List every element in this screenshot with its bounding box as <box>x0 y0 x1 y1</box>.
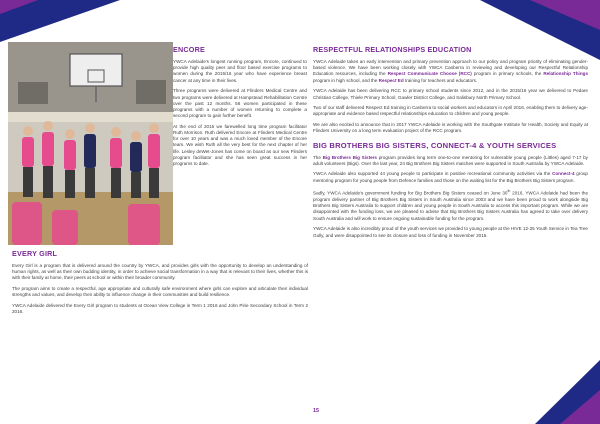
every-girl-paragraph-1: Every Girl is a program that is delivered around the country by YWCA, and provides girls with the opportunity to develop an understanding of human rights, as well as their own budding identity, in order to achieve social transformation in a way that is relevant to their lives, whether this is with their family at home, their peers at school or within their broader community. <box>12 263 308 281</box>
rre-paragraph-2: YWCA Adelaide has been delivering RCC to primary school students since 2012, and in the 2015/16 year we delivered to Pedare Christian College, Thiele Primary School, Gawler District College, and Salisbury North Primary School. <box>313 88 588 100</box>
encore-paragraph-1: YWCA Adelaide's longest running program, Encore, continued to provide high quality peer and floor based exercise programs to women during the 2015/16 year who have experience breast cancer at any time in their lives. <box>173 59 307 83</box>
rre-paragraph-1 <box>313 59 588 84</box>
bbbs-p3-superscript: th <box>507 189 511 194</box>
bbbs-paragraph-1 <box>313 155 588 167</box>
bbbs-p1-text-a: The <box>313 154 323 160</box>
rre-p1-text-a: YWCA Adelaide takes an early intervention and primary prevention approach to our policy and program priority of eliminating gender-based violence. We have been working closely with YWCA Canberra in reviewing and developing our Respectful Relationship Education resources, including the <box>313 59 588 77</box>
rre-p1-text-d: training for teachers and educators. <box>403 77 478 83</box>
rcc-program-highlight: Respect Communicate Choose (RCC) <box>387 71 472 77</box>
right-column <box>313 45 588 243</box>
bbbs-p3-text-a: Sadly, YWCA Adelaide's government funding for Big Brothers Big Sisters ceased on June 30 <box>313 190 508 196</box>
encore-exercise-class-photo <box>8 42 173 245</box>
rre-paragraph-4: We are also excited to announce that in 2017 YWCA Adelaide is working with the Southgate Institute for Health, Society and Equity at Flinders University on a long term evaluation project of the RCC program. <box>313 122 588 134</box>
encore-paragraph-3: At the end of 2015 we farewelled long time program facilitator Ruth Morrison. Ruth delivered Encore at Flinders Medical Centre for over 10 years and was a much loved member of the Encore team. We wish Ruth all the very best for the next chapter of her life. Lesley deWet-Jones has come on board as our new Flinders program facilitator and she has seen great success in her programs to date. <box>173 123 307 167</box>
respect-ed-highlight: Respect Ed <box>378 77 404 83</box>
bbbs-p1-text-b: program provides long term one-to-one mentoring for vulnerable young people (Littles) aged 7-17 by adult volunteers (Bigs). Over the last year, 24 Big Brothers Big Sisters matches were supported in South Australia by YWCA Adelaide. <box>313 154 588 166</box>
every-girl-section <box>12 249 308 320</box>
bbbs-p2-text-b: group mentoring program for young people from Defence families and those on the waiting list for the Big Brothers Big Sisters program. <box>313 171 588 183</box>
rre-heading: RESPECTFUL RELATIONSHIPS EDUCATION <box>313 45 472 54</box>
relationship-things-highlight: Relationship Things <box>543 71 588 77</box>
page-number: 15 <box>313 408 320 414</box>
bbbs-p2-text-a: YWCA Adelaide also supported 44 young people to participate in positive recreational community activities via the <box>313 171 553 177</box>
corner-triangle-bottom-right <box>535 360 600 424</box>
encore-heading: ENCORE <box>173 45 205 54</box>
rre-paragraph-3: Two of our staff delivered Respect Ed training in Canberra to social workers and educators in April 2016, enabling them to delivery age-appropriate and evidence based respectful relationships education to children and young people. <box>313 105 588 117</box>
encore-paragraph-2: Three programs were delivered at Flinders Medical Centre and two programs were delivered at Hampstead Rehabilitation Centre over the past 12 months. 56 women participated in these programs with a number of women returning to complete a second program to gain further benefit. <box>173 88 307 119</box>
rre-p1-text-b: program in primary schools, the <box>471 71 544 77</box>
bbbs-heading: BIG BROTHERS BIG SISTERS, CONNECT-4 & YOUTH SERVICES <box>313 140 557 150</box>
corner-triangle-top-left <box>0 0 120 42</box>
every-girl-paragraph-3: YWCA Adelaide delivered the Every Girl program to students at Ocean View College in Term 1 2016 and John Pirie Secondary School in Term 2 2016. <box>12 303 308 315</box>
bbbs-p3-text-b: 2016. YWCA Adelaide had been the program delivery partner of Big Brothers Big Sisters in South Australia since 2003 and we have been proud to work alongside Big Brothers Big Sisters Australia to support children and young people in South Australia to access this important program. While we are disappointed with the funding loss, we are pleased to advise that Big Brothers Big Sisters Australia has agreed to take over delivery South Australia and will work to ensure ongoing sustainable funding for the program. <box>313 190 588 221</box>
encore-section <box>173 45 307 172</box>
bbbs-paragraph-2 <box>313 171 588 183</box>
every-girl-paragraph-2: The program aims to create a respectful, age appropriate and culturally safe environment where girls can explore and articulate their individual strengths and values, and develop their ability to influence change in their communities and build resilience. <box>12 286 308 298</box>
bbbs-paragraph-3 <box>313 188 588 222</box>
every-girl-heading: EVERY GIRL <box>12 249 58 258</box>
bbbs-paragraph-4: YWCA Adelaide is also incredibly proud of the youth services we provided to young people at the HIVE 12-25 Youth Service in Tea Tree Gully, and were disappointed to see its closure and loss of funding in November 2015. <box>313 226 588 238</box>
rre-p1-text-c: program in high school, and the <box>313 77 379 83</box>
bbbs-program-highlight: Big Brothers Big Sisters <box>322 154 377 160</box>
connect-4-highlight: Connect-4 <box>552 171 575 177</box>
